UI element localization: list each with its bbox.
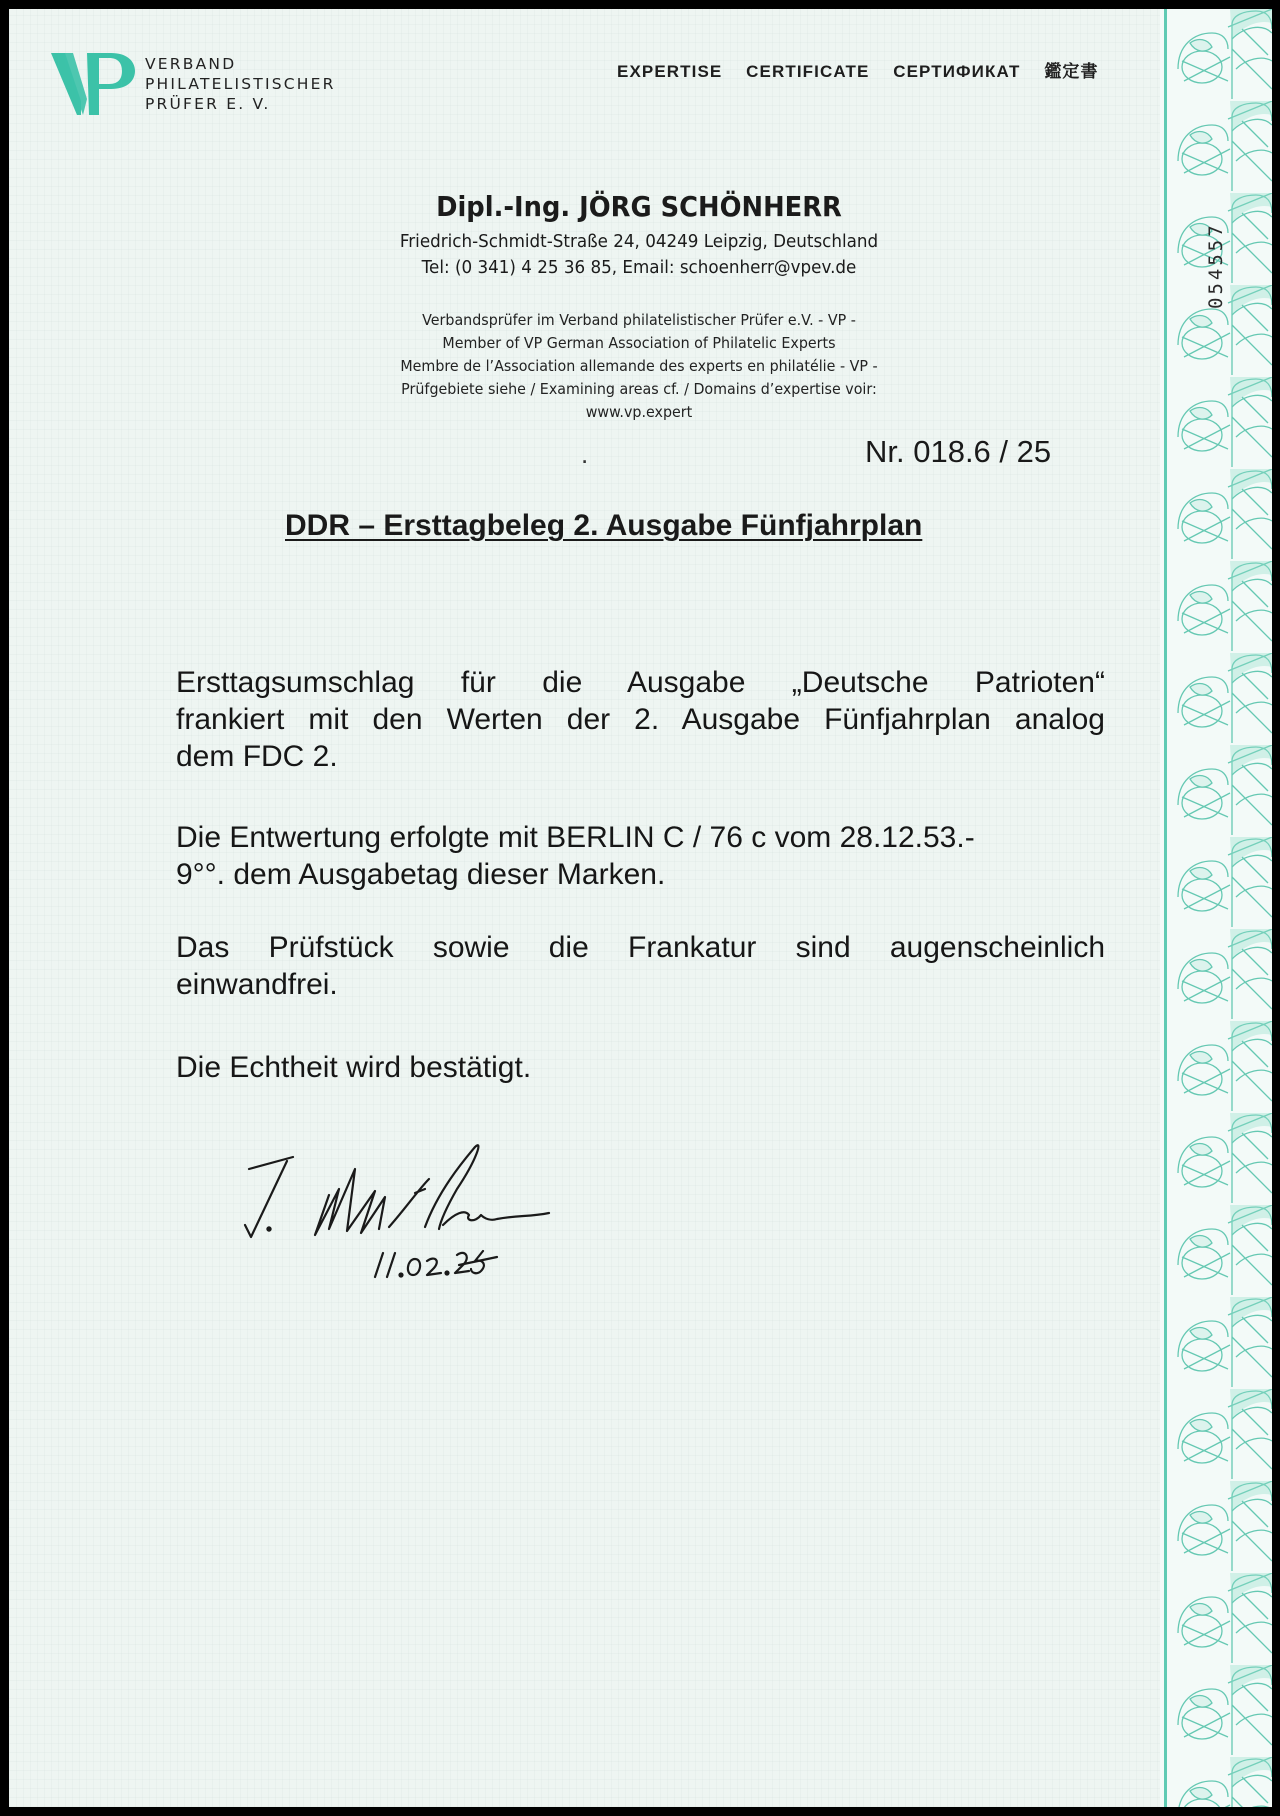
body-paragraph xyxy=(176,1049,1105,1086)
certificate-title: DDR – Ersttagbeleg 2. Ausgabe Fünfjahrplan xyxy=(285,509,923,542)
security-strip-border xyxy=(1164,9,1167,1807)
org-name-line: PHILATELISTISCHER xyxy=(145,75,336,93)
document-type-labels xyxy=(617,57,1099,82)
body-line: 9°°. dem Ausgabetag dieser Marken. xyxy=(176,858,666,891)
dot-mark: . xyxy=(581,439,589,469)
label-certificate-japanese: 鑑定書 xyxy=(1044,62,1099,81)
label-certificate: CERTIFICATE xyxy=(746,62,870,81)
body-line: frankiert mit den Werten der 2. Ausgabe Fünfjahrplan analog xyxy=(176,703,1105,736)
membership-statement xyxy=(317,309,961,424)
body-paragraph xyxy=(176,929,1105,1003)
label-expertise: EXPERTISE xyxy=(617,62,723,81)
membership-line: Member of VP German Association of Philatelic Experts xyxy=(442,334,836,352)
body-paragraph xyxy=(176,664,1105,775)
examiner-name: Dipl.-Ing. JÖRG SCHÖNHERR xyxy=(436,190,842,223)
membership-line: Membre de l’Association allemande des experts en philatélie - VP - xyxy=(400,357,878,375)
handwritten-signature xyxy=(229,1129,609,1289)
label-certificate-russian: СЕРТИФИКАТ xyxy=(893,62,1021,81)
body-line: einwandfrei. xyxy=(176,968,338,1001)
org-name-line: PRÜFER E. V. xyxy=(145,95,271,113)
body-paragraph xyxy=(176,819,1105,893)
membership-line: Verbandsprüfer im Verband philatelistischer Prüfer e.V. - VP - xyxy=(422,311,856,329)
body-line: dem FDC 2. xyxy=(176,740,338,773)
certificate-number: Nr. 018.6 / 25 xyxy=(865,434,1052,469)
body-line: Das Prüfstück sowie die Frankatur sind augenscheinlich xyxy=(176,931,1105,964)
certificate-page xyxy=(9,9,1272,1807)
body-line: Ersttagsumschlag für die Ausgabe „Deutsche Patrioten“ xyxy=(176,666,1105,699)
examiner-contact: Tel: (0 341) 4 25 36 85, Email: schoenherr@vpev.de xyxy=(421,257,857,278)
serial-number: 054557 xyxy=(1205,222,1227,309)
org-name xyxy=(145,54,336,114)
org-name-line: VERBAND xyxy=(145,55,237,73)
body-line: Die Entwertung erfolgte mit BERLIN C / 76 c vom 28.12.53.- xyxy=(176,821,975,854)
membership-line: Prüfgebiete siehe / Examining areas cf. / Domains d’expertise voir: xyxy=(401,380,877,398)
membership-website: www.vp.expert xyxy=(585,403,693,421)
body-line: Die Echtheit wird bestätigt. xyxy=(176,1051,532,1084)
examiner-address: Friedrich-Schmidt-Straße 24, 04249 Leipzig, Deutschland xyxy=(399,231,879,252)
vp-logo-icon xyxy=(51,49,137,119)
